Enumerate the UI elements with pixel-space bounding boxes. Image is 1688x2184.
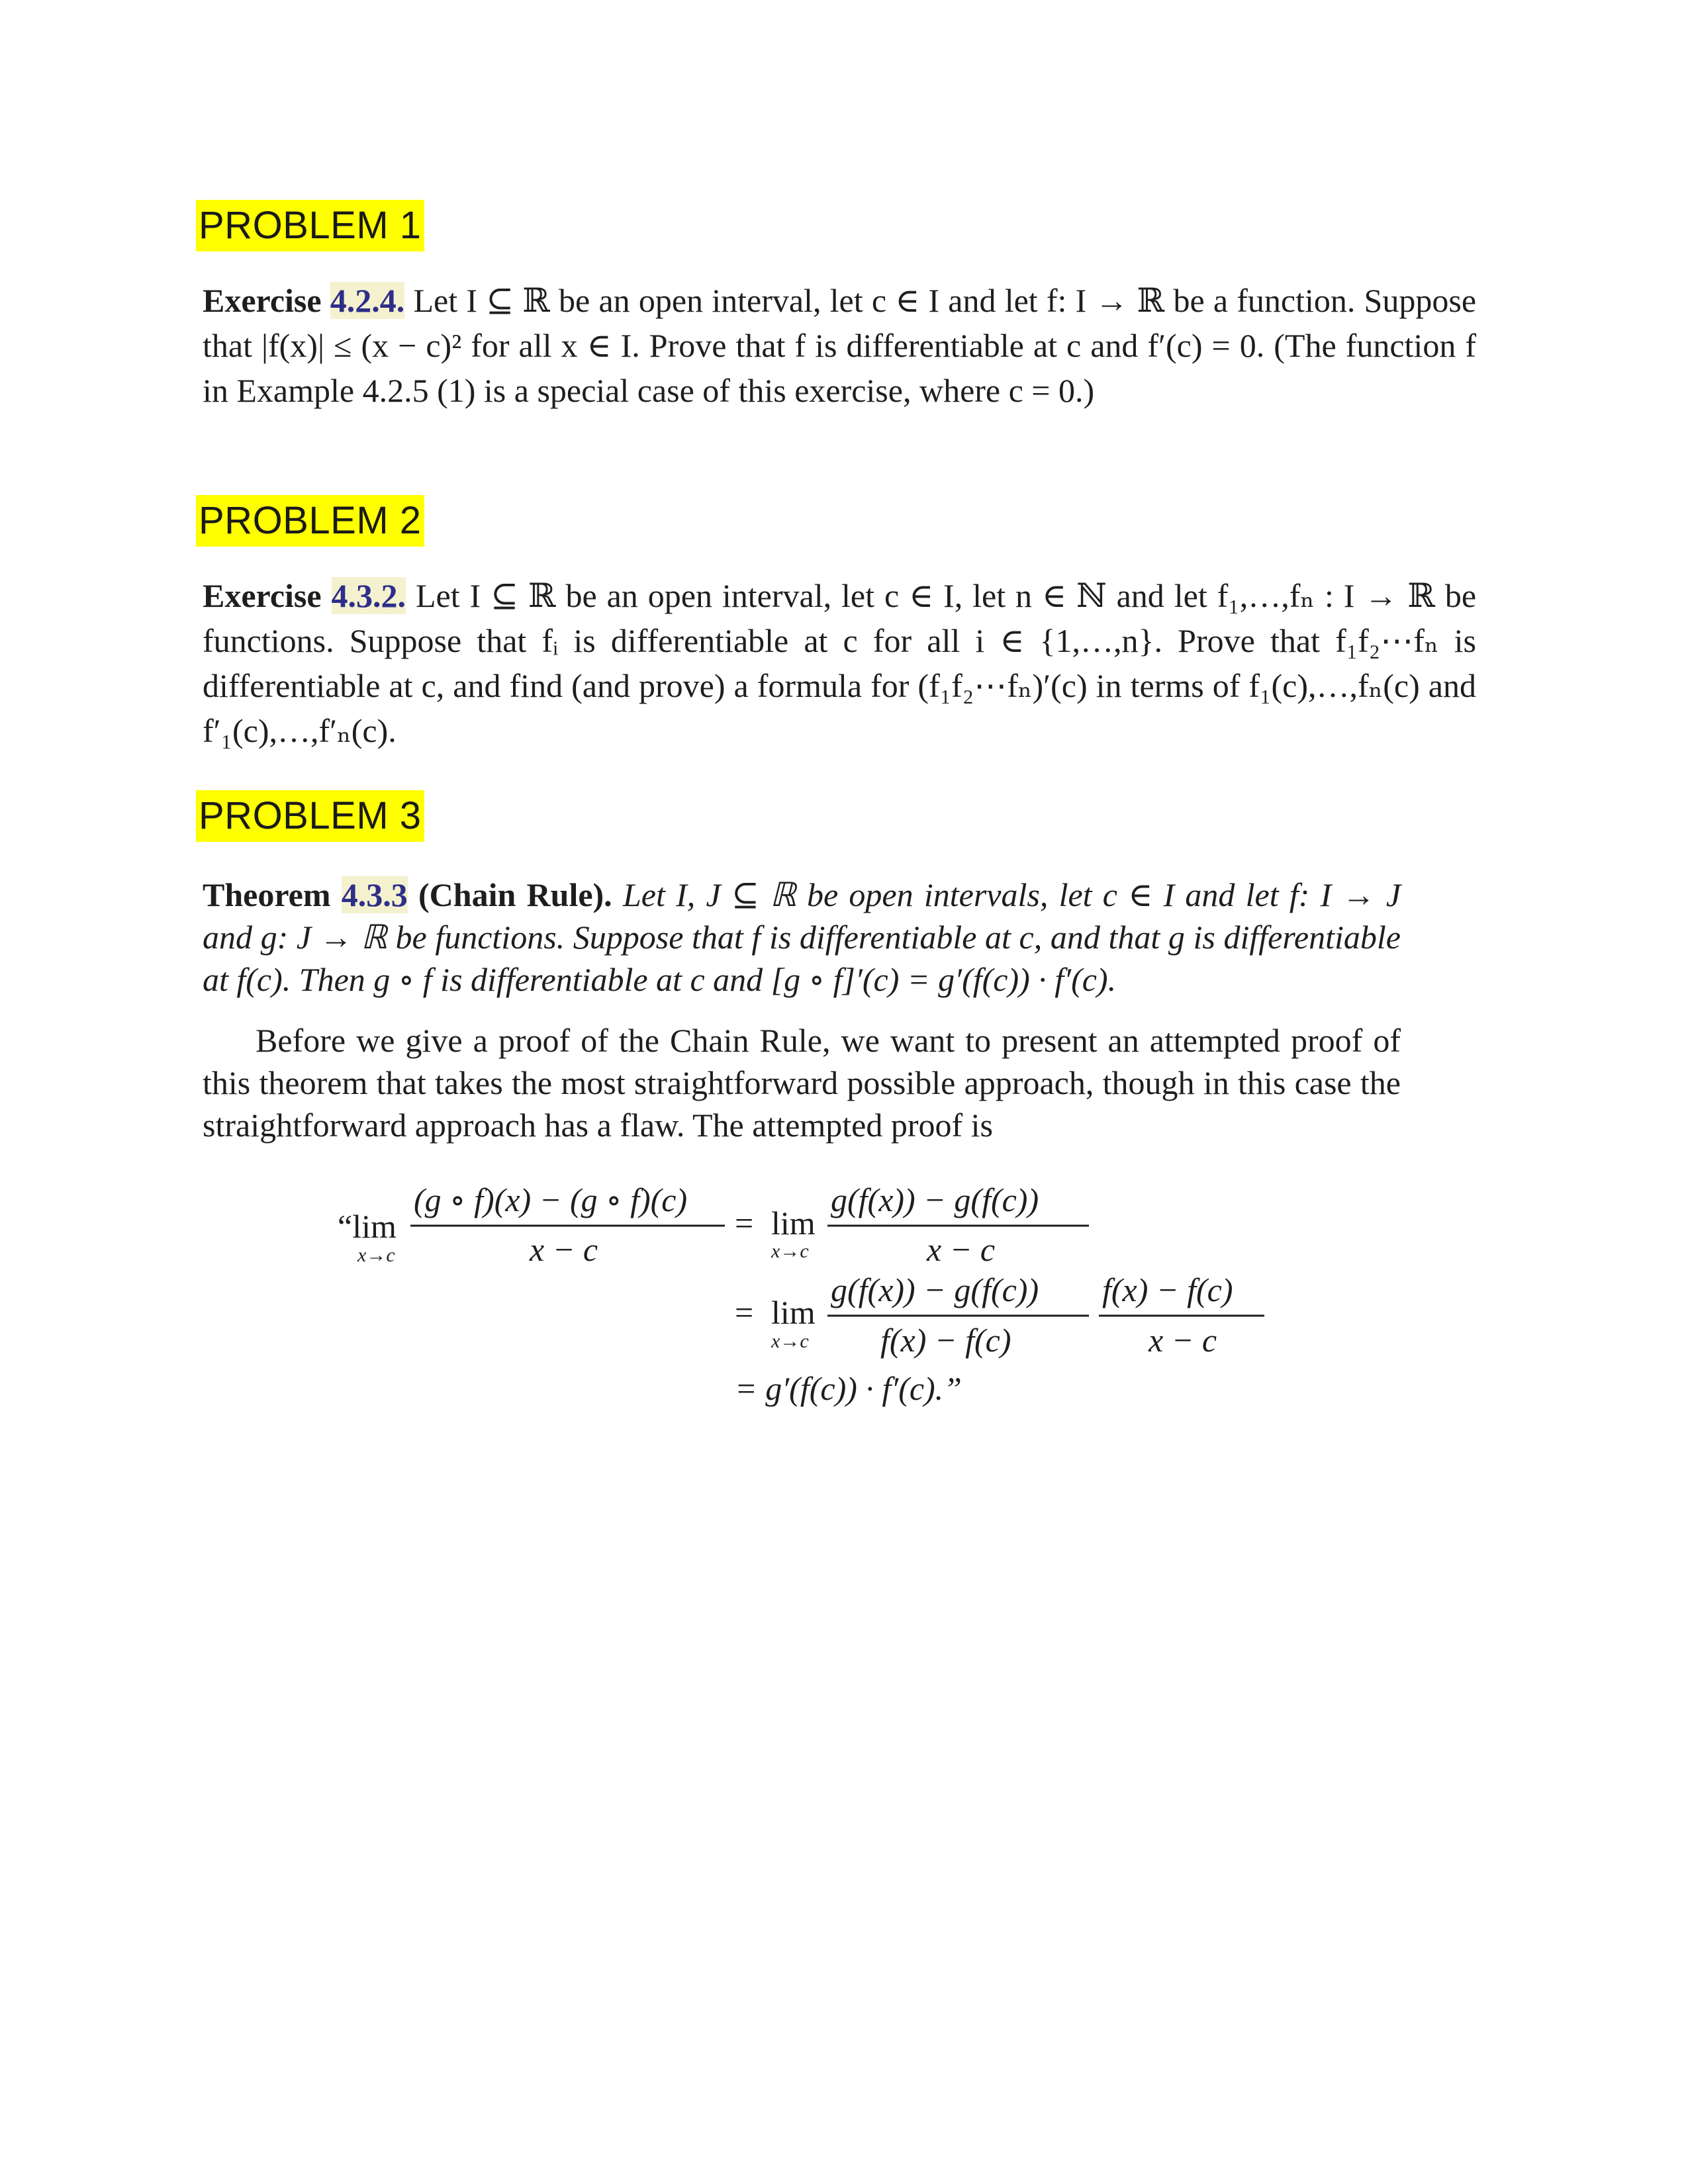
eq-lim-sub-2: x→c — [771, 1240, 809, 1262]
exercise-text: Let I ⊆ ℝ be an open interval, let c ∈ I, let n ∈ ℕ and let f₁,…,fₙ : I → ℝ be functions. Suppose that fᵢ is differentiable at c for all i ∈ {1,…,n}. Prove that f₁f₂⋯fₙ is differentiable at c, and find (and prove) a formula for (f₁f₂⋯fₙ)′(c) in terms of f₁(c),…,fₙ(c) and f′₁(c),…,f′ₙ(c). — [203, 577, 1477, 749]
eq-lim-sub-1: x→c — [357, 1244, 395, 1266]
eq-lim-sub-3: x→c — [771, 1330, 809, 1352]
problem-3-heading: PROBLEM 3 — [196, 790, 424, 842]
exercise-label: Exercise — [203, 282, 322, 319]
eq-line2-numerator-b: f(x) − f(c) — [1102, 1271, 1233, 1308]
exercise-ref-link[interactable]: 4.2.4. — [330, 282, 405, 319]
exercise-text: Let I ⊆ ℝ be an open interval, let c ∈ I and let f: I → ℝ be a function. Suppose that |f(x)| ≤ (x − c)² for all x ∈ I. Prove that f is differentiable at c and f′(c) = 0. (The function f in Example 4.2.5 (1) is a special case of this exercise, where c = 0.) — [203, 282, 1477, 409]
eq-line3: = g′(f(c)) · f′(c).” — [735, 1370, 962, 1407]
eq-line1-rhs-denominator: x − c — [927, 1231, 996, 1268]
eq-line2-denominator-b: x − c — [1149, 1322, 1217, 1359]
exercise-label: Exercise — [203, 577, 322, 614]
eq-line2-numerator-a: g(f(x)) − g(f(c)) — [831, 1271, 1039, 1308]
eq-lim-3: lim — [771, 1294, 816, 1331]
theorem-label: Theorem — [203, 876, 331, 913]
problem-1-heading: PROBLEM 1 — [196, 200, 424, 251]
eq-lim-2: lim — [771, 1205, 816, 1242]
eq-equals-2: = — [735, 1294, 754, 1331]
attempted-proof-paragraph: Before we give a proof of the Chain Rule, we want to present an attempted proof of this theorem that takes the most straightforward possible approach, though in this case the straightforward approach has a flaw. The attempted proof is — [203, 1022, 1401, 1144]
eq-line1-rhs-numerator: g(f(x)) − g(f(c)) — [831, 1181, 1039, 1218]
problem-2-heading: PROBLEM 2 — [196, 495, 424, 547]
theorem-ref-link[interactable]: 4.3.3 — [341, 876, 408, 913]
eq-line1-numerator: (g ∘ f)(x) − (g ∘ f)(c) — [414, 1181, 688, 1218]
eq-line2-denominator-a: f(x) − f(c) — [880, 1322, 1011, 1359]
eq-line1-denominator: x − c — [530, 1231, 598, 1268]
theorem-title: (Chain Rule). — [418, 876, 612, 913]
exercise-ref-link[interactable]: 4.3.2. — [331, 577, 406, 614]
theorem-statement: Let I, J ⊆ ℝ be open intervals, let c ∈ I and let f: I → J and g: J → ℝ be functions. Suppose that f is differentiable at c, and that g is differentiable at f(c). Then g ∘ f is differentiable at c and [g ∘ f]′(c) = g′(f(c)) · f′(c). — [203, 876, 1401, 998]
eq-open-quote-lim: “lim — [338, 1208, 397, 1245]
eq-equals-1: = — [735, 1205, 754, 1242]
